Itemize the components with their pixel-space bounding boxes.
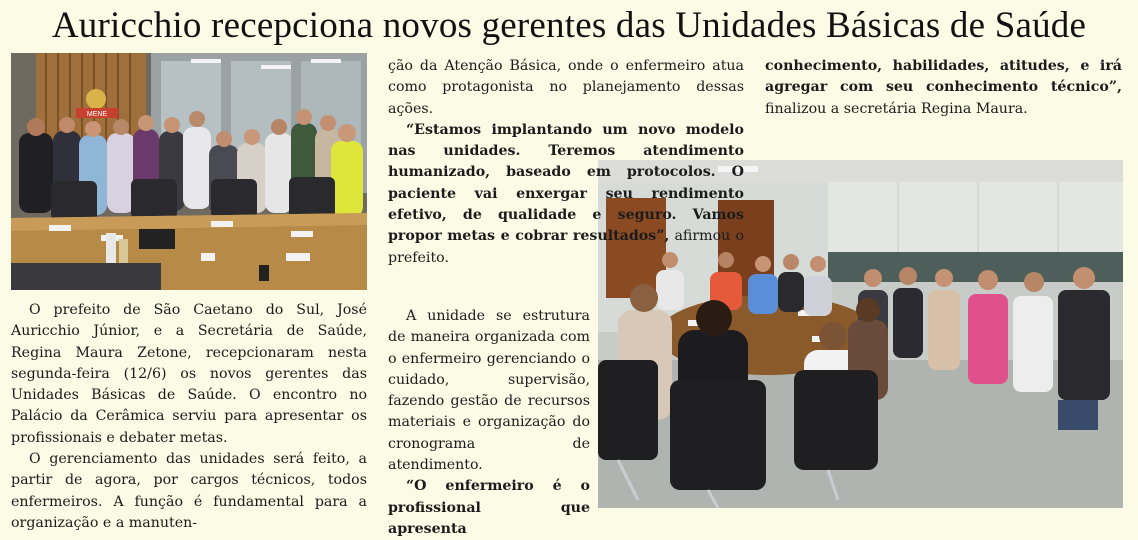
paragraph: ção da Atenção Básica, onde o enfermeiro atua como protagonista no planejamento dessas ações.: [388, 58, 744, 117]
column-3: [765, 56, 1122, 120]
paragraph: A unidade se estrutura de maneira organizada com o enfermeiro gerenciando o cuidado, supervisão, fazendo gestão de recursos materiais e organização do cronograma de atendimento.: [388, 308, 590, 474]
group-photo: [11, 53, 367, 290]
column-1: [11, 300, 367, 534]
quote-text: conhecimento, habilidades, atitudes, e irá agregar com seu conhecimento técnico”,: [765, 58, 1122, 96]
quote-attribution: afirmou o prefeito.: [388, 228, 744, 266]
column-2-top: [388, 56, 744, 269]
article-headline: Auricchio recepciona novos gerentes das Unidades Básicas de Saúde: [51, 5, 1087, 46]
quote-paragraph: [388, 120, 744, 269]
quote-text: “Estamos implantando um novo modelo nas unidades. Teremos atendimento humanizado, baseado em protocolos. O paciente vai enxergar seu rendimento efetivo, de qualidade e seguro. Vamos propor metas e cobrar resultados”,: [388, 121, 744, 245]
quote-text: “O enfermeiro é o profissional que apresenta: [388, 478, 590, 537]
quote-attribution: finalizou a secretária Regina Maura.: [765, 100, 1028, 117]
paragraph: O prefeito de São Caetano do Sul, José Auricchio Júnior, e a Secretária de Saúde, Regina Maura Zetone, recepcionaram nesta segunda-feira (12/6) os novos gerentes das Unidades Básicas de Saúde. O encontro no Palácio da Cerâmica serviu para apresentar os profissionais e debater metas.: [11, 302, 367, 446]
logo-text: MENE: [86, 111, 108, 118]
column-2-bottom: [388, 306, 590, 540]
paragraph: O gerenciamento das unidades será feito, a partir de agora, por cargos técnicos, todos enfermeiros. A função é fundamental para a organização e a manuten-: [11, 451, 367, 531]
